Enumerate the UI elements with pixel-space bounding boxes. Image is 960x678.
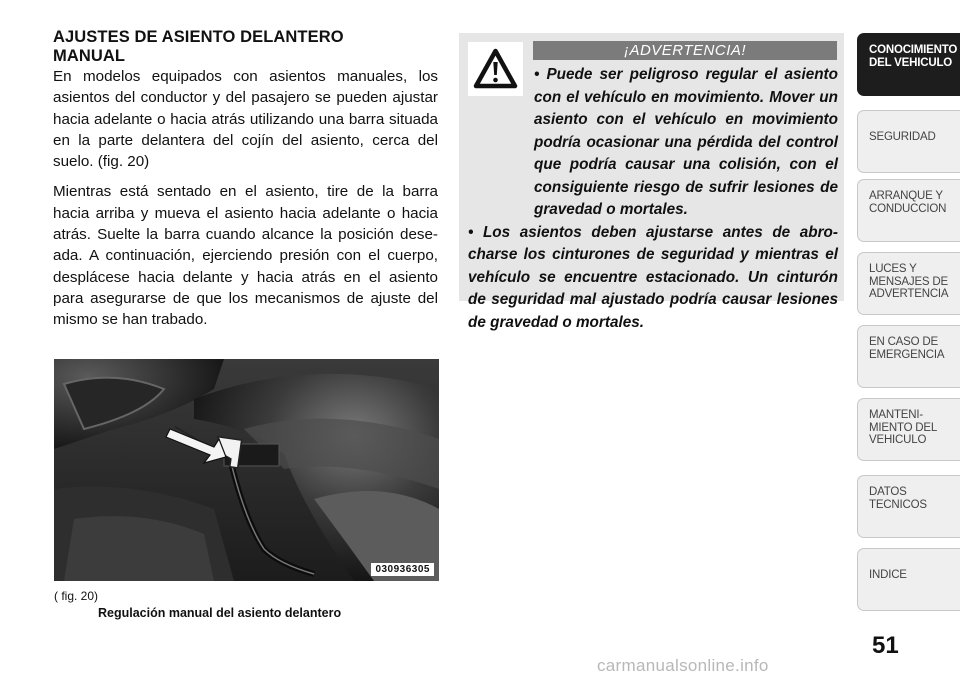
- tab-label-line: SEGURIDAD: [869, 131, 936, 143]
- figure-photo: [54, 359, 439, 581]
- tab-label-line: CONOCIMIENTO: [869, 44, 958, 56]
- page-number: 51: [872, 632, 899, 659]
- tab-label-line: ADVERTENCIA: [869, 288, 949, 300]
- warning-text: [468, 64, 838, 334]
- tab-label-line: MENSAJES DE: [869, 275, 948, 288]
- section-column: [53, 28, 438, 331]
- section-heading: [53, 28, 438, 66]
- heading-line-2: MANUAL: [53, 47, 126, 65]
- tab-label-line: VEHICULO: [869, 434, 927, 446]
- tab-label-line: MANTENI-: [869, 409, 923, 421]
- tab-arranque-y-conduccion[interactable]: [857, 179, 960, 242]
- tab-label-line: CONDUCCION: [869, 202, 947, 215]
- warning-item-2: • Los asientos deben ajustarse antes de abro- charse los cinturones de seguridad y mientras el vehículo se encuentre estacionado. Un cinturón de seguridad mal ajustado podría causar lesiones de gravedad o mortales.: [468, 223, 838, 331]
- tab-label-line: DATOS: [869, 486, 907, 498]
- tab-label-line: INDICE: [869, 569, 907, 581]
- figure-caption: Regulación manual del asiento delantero: [98, 606, 342, 620]
- tab-datos-tecnicos[interactable]: [857, 475, 960, 538]
- paragraph-1: En modelos equipados con asientos manuales, los asientos del conductor y del pasajero se pueden ajustar hacia adelante o hacia atrás utilizando una barra situada en la parte delantera del cojín del asiento, cerca del suelo. (fig. 20): [53, 68, 438, 171]
- tab-label-line: EMERGENCIA: [869, 348, 945, 361]
- tab-label-line: ARRANQUE Y: [869, 190, 943, 202]
- tab-label-line: DEL VEHICULO: [869, 56, 953, 69]
- warning-item-1: • Puede ser peligroso regular el asiento con el vehículo en movimiento. Mover un asiento con el vehículo en movimiento podría ocasionar una pérdida del control que podría causar una colisión, con el consiguiente riesgo de sufrir lesiones de gravedad o mortales.: [534, 66, 838, 218]
- paragraph-2: Mientras está sentado en el asiento, tire de la barra hacia arriba y mueva el asiento hacia adelante o hacia atrás. Suelte la barra cuando alcance la posición dese- ada. A continuación, ejerciendo presión con el cuerpo, desplácese hacia delante y hacia atrás en el asiento para asegurarse de que los mecanismos de ajuste del mismo se han trabado.: [53, 183, 438, 329]
- figure-reference: ( fig. 20): [54, 589, 99, 603]
- figure-code: 030936305: [371, 563, 434, 576]
- tab-en-caso-de-emergencia[interactable]: [857, 325, 960, 388]
- tab-label-line: LUCES Y: [869, 263, 917, 275]
- warning-box: [459, 33, 844, 331]
- tab-conocimiento-del-vehiculo[interactable]: [857, 33, 960, 96]
- tab-label-line: TECNICOS: [869, 498, 927, 511]
- seat-adjust-photo: [54, 359, 439, 581]
- tab-indice[interactable]: [857, 548, 960, 611]
- warning-title: ¡ADVERTENCIA!: [533, 41, 837, 60]
- watermark: carmanualsonline.info: [597, 656, 769, 675]
- heading-line-1: AJUSTES DE ASIENTO DELANTERO: [53, 28, 344, 46]
- tab-label-line: EN CASO DE: [869, 336, 938, 348]
- tab-seguridad[interactable]: [857, 110, 960, 173]
- tab-mantenimiento-del-vehiculo[interactable]: [857, 398, 960, 461]
- tab-label-line: MIENTO DEL: [869, 421, 938, 434]
- tab-luces-y-mensajes[interactable]: [857, 252, 960, 315]
